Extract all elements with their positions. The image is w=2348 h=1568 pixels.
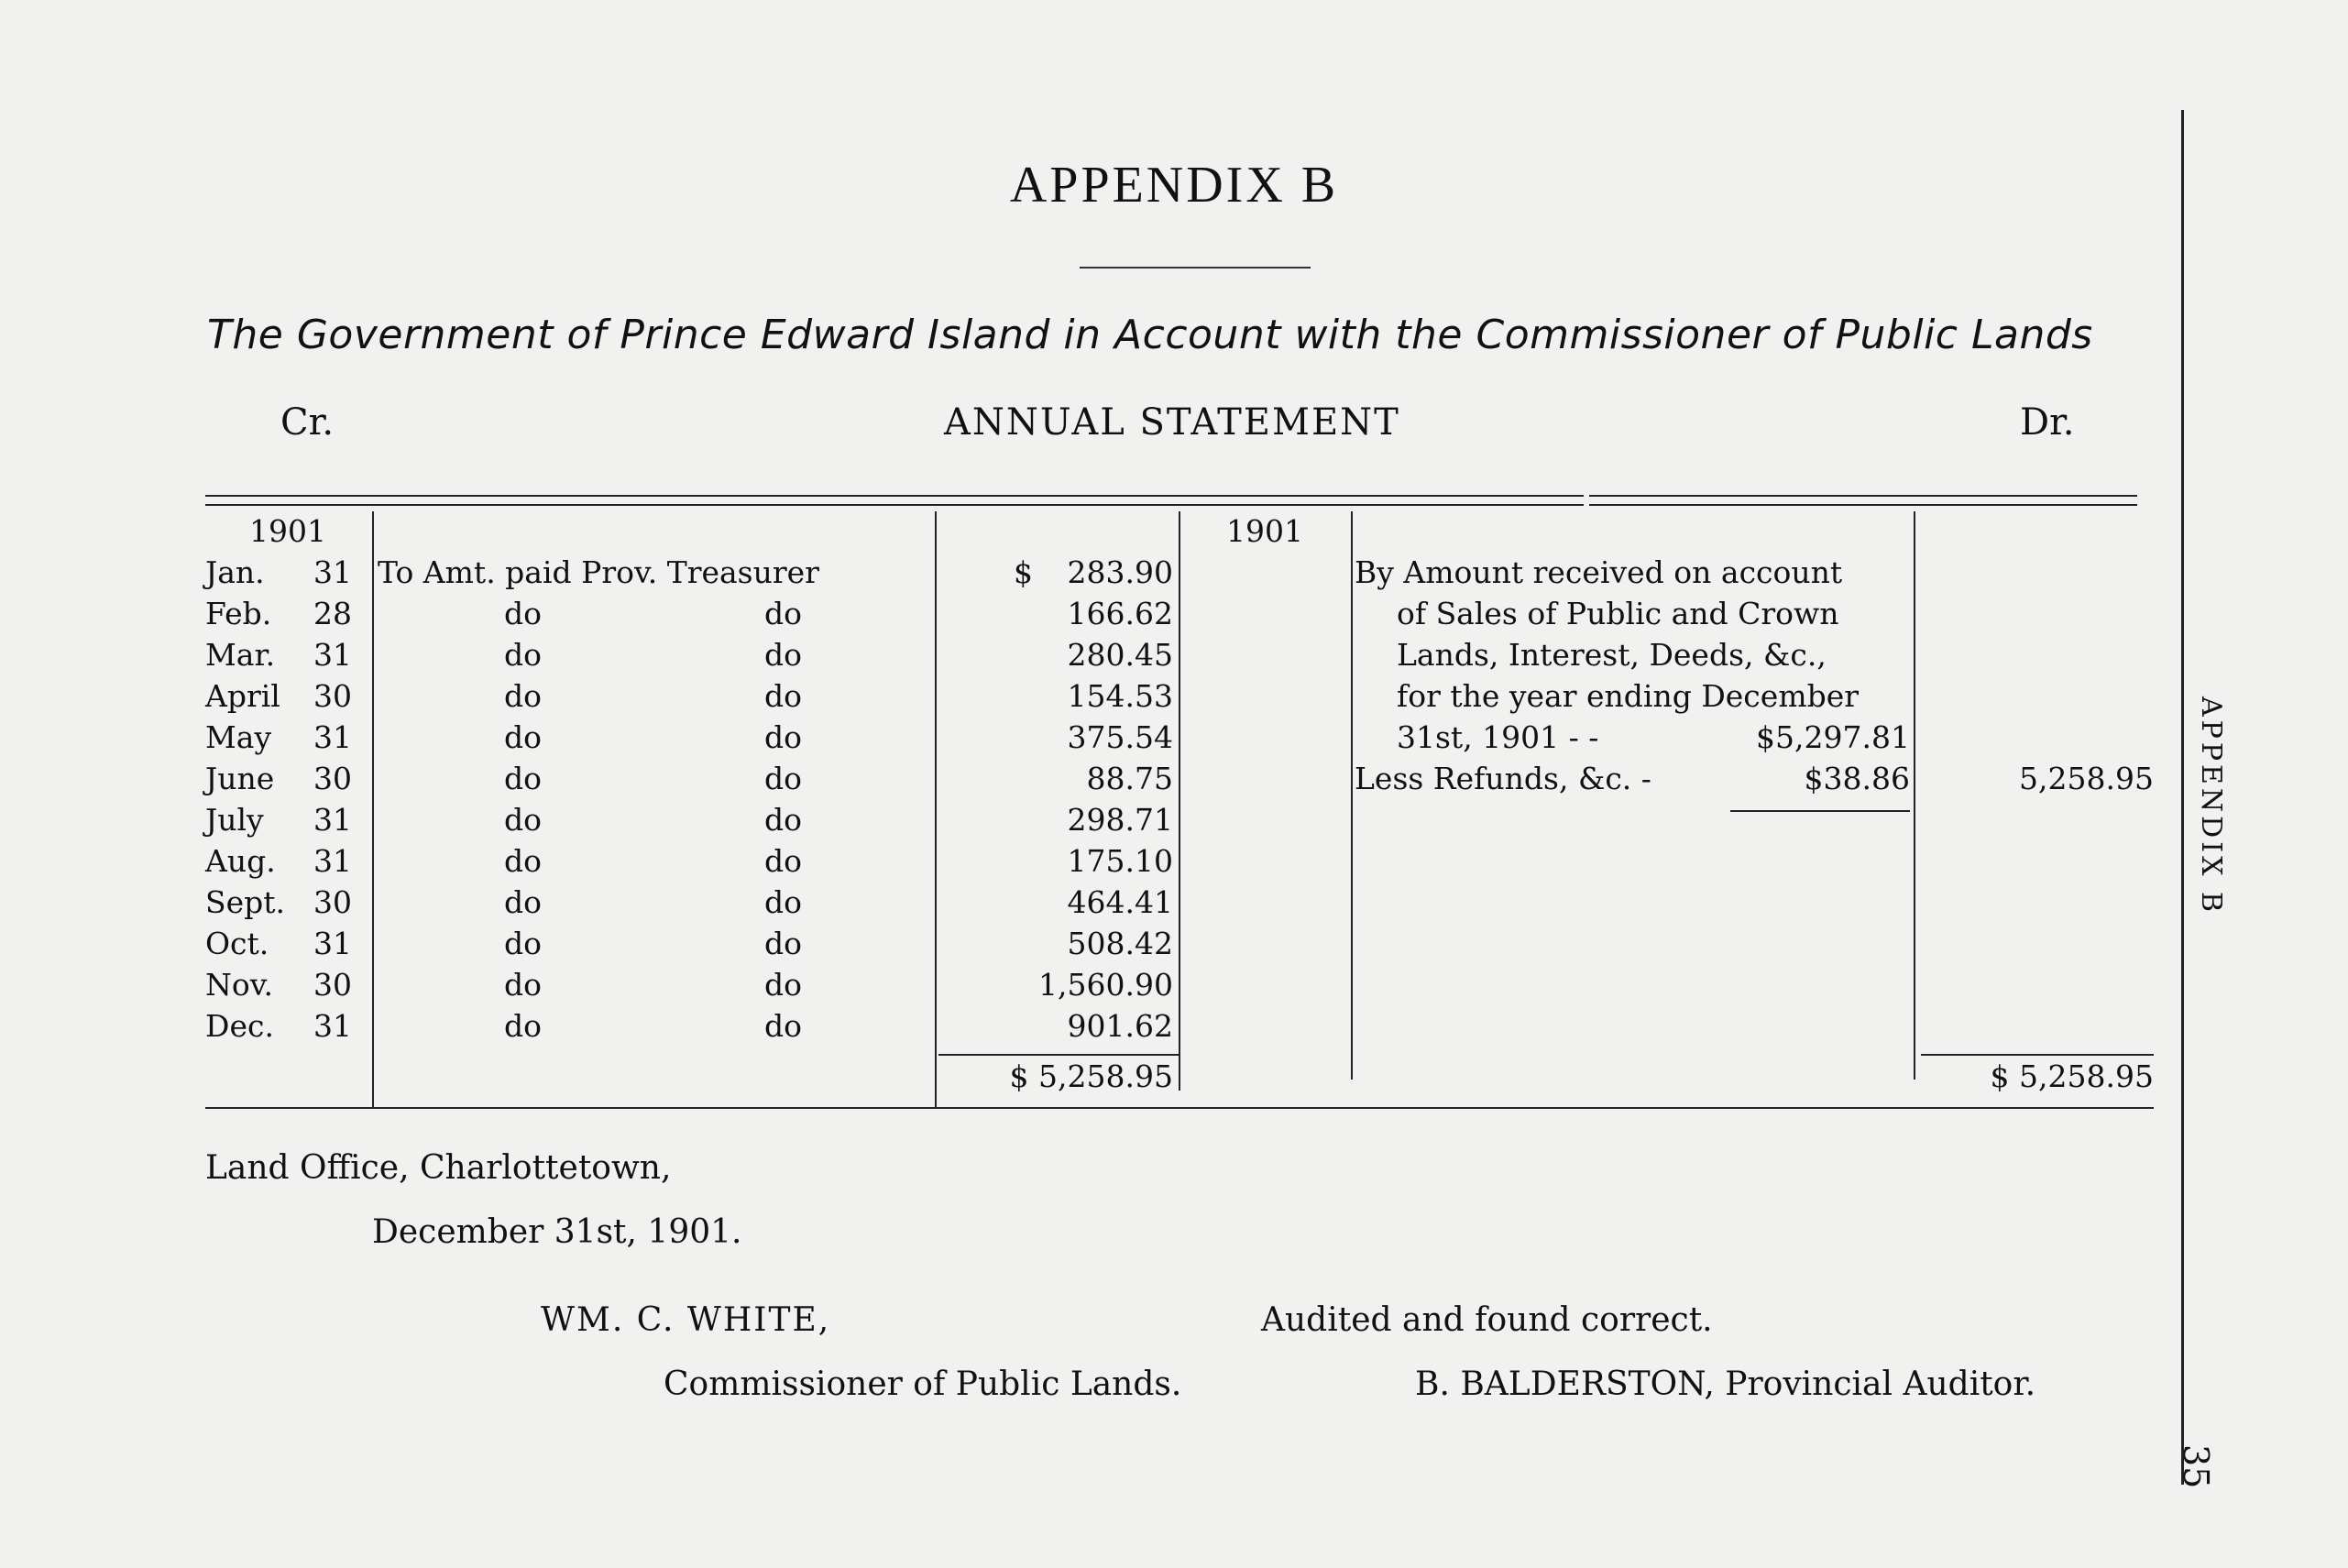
row-month: Oct. — [205, 926, 269, 961]
row-date — [205, 1005, 352, 1047]
row-date — [205, 923, 352, 964]
row-ditto-1: do — [504, 967, 542, 1003]
ledger-top-rule-left — [205, 495, 1584, 497]
row-date — [205, 593, 352, 634]
credit-label: Cr. — [280, 401, 335, 444]
row-month: Aug. — [205, 843, 276, 879]
row-ditto-1: do — [504, 637, 542, 673]
ledger-top-rule-right-2 — [1589, 504, 2137, 506]
date-column-rule — [372, 511, 374, 1107]
row-amount: 901.62 — [1067, 1008, 1173, 1044]
ledger-top-rule-left-2 — [205, 504, 1584, 506]
row-date — [205, 552, 352, 593]
row-month: July — [205, 802, 264, 838]
title-divider — [1080, 267, 1311, 269]
row-ditto-1: do — [504, 719, 542, 755]
row-date — [205, 634, 352, 675]
row-day: 31 — [313, 719, 352, 755]
row-day: 28 — [313, 596, 352, 631]
description-column-rule — [935, 511, 937, 1107]
row-amount: 375.54 — [1067, 719, 1173, 755]
row-month: Dec. — [205, 1008, 274, 1044]
row-day: 31 — [313, 802, 352, 838]
row-date — [205, 882, 352, 923]
right-description-column-rule — [1914, 511, 1915, 1080]
row-amount: 166.62 — [1067, 596, 1173, 631]
row-day: 31 — [313, 843, 352, 879]
row-amount: 88.75 — [1086, 761, 1173, 796]
right-date-column-rule — [1351, 511, 1353, 1080]
row-ditto-2: do — [764, 802, 802, 838]
row-ditto-1: do — [504, 678, 542, 714]
row-ditto-1: do — [504, 802, 542, 838]
statement-label: ANNUAL STATEMENT — [944, 401, 1400, 444]
ledger-top-rule-right — [1589, 495, 2137, 497]
row-day: 30 — [313, 678, 352, 714]
commissioner-title: Commissioner of Public Lands. — [664, 1365, 1182, 1403]
row-ditto-2: do — [764, 719, 802, 755]
debit-label: Dr. — [2020, 401, 2075, 444]
row-date — [205, 717, 352, 758]
row-ditto-1: do — [504, 596, 542, 631]
row-ditto-2: do — [764, 967, 802, 1003]
row-date — [205, 840, 352, 882]
row-month: Sept. — [205, 884, 286, 920]
row-amount: 283.90 — [1067, 554, 1173, 590]
row-day: 30 — [313, 761, 352, 796]
row-day: 30 — [313, 884, 352, 920]
amount-column-rule — [1179, 511, 1180, 1091]
row-amount: 464.41 — [1067, 884, 1173, 920]
row-day: 31 — [313, 637, 352, 673]
row-ditto-2: do — [764, 884, 802, 920]
row-ditto-2: do — [764, 637, 802, 673]
account-subtitle: The Government of Prince Edward Island in Account with the Commissioner of Public Lands — [207, 312, 2093, 358]
row-ditto-1: do — [504, 926, 542, 961]
row-day: 31 — [313, 926, 352, 961]
row-ditto-1: do — [504, 884, 542, 920]
row-amount: 508.42 — [1067, 926, 1173, 961]
row-ditto-2: do — [764, 1008, 802, 1044]
page-title: APPENDIX B — [1009, 157, 1339, 214]
gross-receipts-amount: $5,297.81 — [1756, 719, 1910, 755]
running-title: APPENDIX B — [2195, 696, 2227, 916]
right-total: $ 5,258.95 — [1990, 1058, 2154, 1094]
row-date — [205, 799, 352, 840]
row-ditto-1: do — [504, 761, 542, 796]
receipt-line-4: for the year ending December — [1397, 678, 1860, 714]
left-total: $ 5,258.95 — [1009, 1058, 1173, 1094]
commissioner-signature: WM. C. WHITE, — [541, 1301, 831, 1339]
row-month: Nov. — [205, 967, 273, 1003]
row-amount: 280.45 — [1067, 637, 1173, 673]
audit-note: Audited and found correct. — [1261, 1301, 1713, 1339]
net-receipts-amount: 5,258.95 — [2019, 761, 2154, 796]
row-ditto-1: do — [504, 1008, 542, 1044]
page-number: 35 — [2176, 1444, 2216, 1489]
row-month: May — [205, 719, 272, 755]
statement-date: December 31st, 1901. — [372, 1213, 742, 1251]
row-date — [205, 964, 352, 1005]
row-month: Jan. — [205, 554, 265, 590]
receipt-line-5-label: 31st, 1901 - - — [1397, 719, 1599, 755]
row-ditto-2: do — [764, 761, 802, 796]
receipt-line-2: of Sales of Public and Crown — [1397, 596, 1839, 631]
row-month: April — [205, 678, 280, 714]
margin-rule — [2181, 110, 2184, 1485]
row-amount: 1,560.90 — [1038, 967, 1173, 1003]
row-date — [205, 758, 352, 799]
row-ditto-2: do — [764, 843, 802, 879]
row-day: 31 — [313, 554, 352, 590]
row-day: 30 — [313, 967, 352, 1003]
ledger-bottom-rule — [205, 1107, 2154, 1109]
row-month: June — [205, 761, 275, 796]
row-dollar-sign: $ — [1014, 554, 1033, 590]
refund-rule — [1730, 810, 1910, 812]
row-ditto-1: do — [504, 843, 542, 879]
receipt-line-1: By Amount received on account — [1355, 554, 1843, 590]
row-amount: 298.71 — [1067, 802, 1173, 838]
refunds-amount: $38.86 — [1804, 761, 1910, 796]
row-ditto-2: do — [764, 678, 802, 714]
row-ditto-2: do — [764, 596, 802, 631]
row-amount: 154.53 — [1067, 678, 1173, 714]
auditor-signature: B. BALDERSTON, Provincial Auditor. — [1415, 1365, 2036, 1403]
row-month: Mar. — [205, 637, 276, 673]
row-day: 31 — [313, 1008, 352, 1044]
right-year: 1901 — [1226, 513, 1303, 549]
refunds-label: Less Refunds, &c. - — [1355, 761, 1651, 796]
left-year: 1901 — [249, 513, 326, 549]
row-month: Feb. — [205, 596, 272, 631]
row-date — [205, 675, 352, 717]
receipt-line-3: Lands, Interest, Deeds, &c., — [1397, 637, 1827, 673]
row-amount: 175.10 — [1067, 843, 1173, 879]
office-location: Land Office, Charlottetown, — [205, 1149, 672, 1187]
row-description: To Amt. paid Prov. Treasurer — [378, 554, 819, 590]
row-ditto-2: do — [764, 926, 802, 961]
